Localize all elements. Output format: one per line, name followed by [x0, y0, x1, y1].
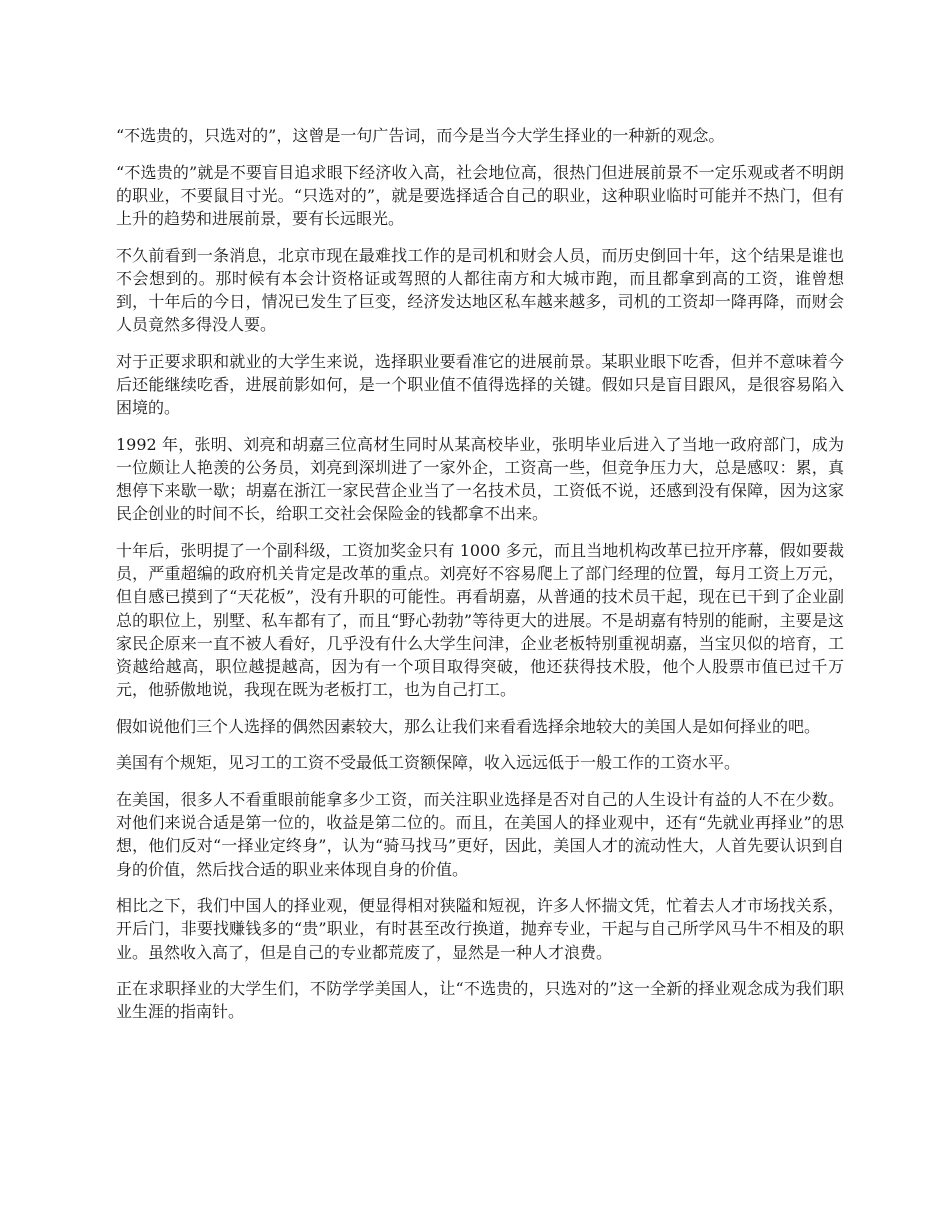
paragraph-4: 对于正要求职和就业的大学生来说，选择职业要看准它的进展前景。某职业眼下吃香，但并不意味着今后还能继续吃香，进展前影如何，是一个职业值不值得选择的关键。假如只是盲目跟风，是很容易陷入困境的。	[116, 351, 844, 418]
paragraph-3: 不久前看到一条消息，北京市现在最难找工作的是司机和财会人员，而历史倒回十年，这个结果是谁也不会想到的。那时候有本会计资格证或驾照的人都往南方和大城市跑，而且都拿到高的工资，谁曾想到，十年后的今日，情况已发生了巨变，经济发达地区私车越来越多，司机的工资却一降再降，而财会人员竟然多得没人要。	[116, 245, 844, 335]
paragraph-8: 美国有个规矩，见习工的工资不受最低工资额保障，收入远远低于一般工作的工资水平。	[116, 753, 741, 773]
document-body	[116, 124, 844, 1037]
paragraph-10: 相比之下，我们中国人的择业观，便显得相对狭隘和短视，许多人怀揣文凭，忙着去人才市场找关系，开后门，非要找赚钱多的“贵”职业，有时甚至改行换道，抛弃专业，干起与自己所学风马牛不相及的职业。虽然收入高了，但是自己的专业都荒废了，显然是一种人才浪费。	[116, 896, 844, 962]
paragraph-9: 在美国，很多人不看重眼前能拿多少工资，而关注职业选择是否对自己的人生设计有益的人不在少数。对他们来说合适是第一位的，收益是第二位的。而且，在美国人的择业观中，还有“先就业再择业”的思想，他们反对“一择业定终身”，认为“骑马找马”更好，因此，美国人才的流动性大，人首先要认识到自身的价值，然后找合适的职业来体现自身的价值。	[116, 790, 844, 879]
paragraph-7: 假如说他们三个人选择的偶然因素较大，那么让我们来看看选择余地较大的美国人是如何择业的吧。	[116, 716, 821, 736]
paragraph-5: 1992 年，张明、刘亮和胡嘉三位高材生同时从某高校毕业，张明毕业后进入了当地一政府部门，成为一位颇让人艳羡的公务员，刘亮到深圳进了一家外企，工资高一些，但竞争压力大，总是感叹：累，真想停下来歇一歇；胡嘉在浙江一家民营企业当了一名技术员，工资低不说，还感到没有保障，因为这家民企创业的时间不长，给职工交社会保险金的钱都拿不出来。	[116, 434, 844, 524]
paragraph-2: “不选贵的”就是不要盲目追求眼下经济收入高，社会地位高，很热门但进展前景不一定乐观或者不明朗的职业，不要鼠目寸光。“只选对的”，就是要选择适合自己的职业，这种职业临时可能并不热门，但有上升的趋势和进展前景，要有长远眼光。	[116, 162, 844, 228]
paragraph-11: 正在求职择业的大学生们，不防学学美国人，让“不选贵的，只选对的”这一全新的择业观念成为我们职业生涯的指南针。	[116, 979, 844, 1022]
paragraph-1: “不选贵的，只选对的”，这曾是一句广告词，而今是当今大学生择业的一种新的观念。	[116, 126, 725, 145]
paragraph-6: 十年后，张明提了一个副科级，工资加奖金只有 1000 多元，而且当地机构改革已拉开序幕，假如要裁员，严重超编的政府机关肯定是改革的重点。刘亮好不容易爬上了部门经理的位置，每月工资上万元，但自感已摸到了“天花板”，没有升职的可能性。再看胡嘉，从普通的技术员干起，现在已干到了企业副总的职位上，别墅、私车都有了，而且“野心勃勃”等待更大的进展。不是胡嘉有特别的能耐，主要是这家民企原来一直不被人看好，几乎没有什么大学生问津，企业老板特别重视胡嘉，当宝贝似的培育，工资越给越高，职位越提越高，因为有一个项目取得突破，他还获得技术股，他个人股票市值已过千万元，他骄傲地说，我现在既为老板打工，也为自己打工。	[116, 541, 844, 700]
